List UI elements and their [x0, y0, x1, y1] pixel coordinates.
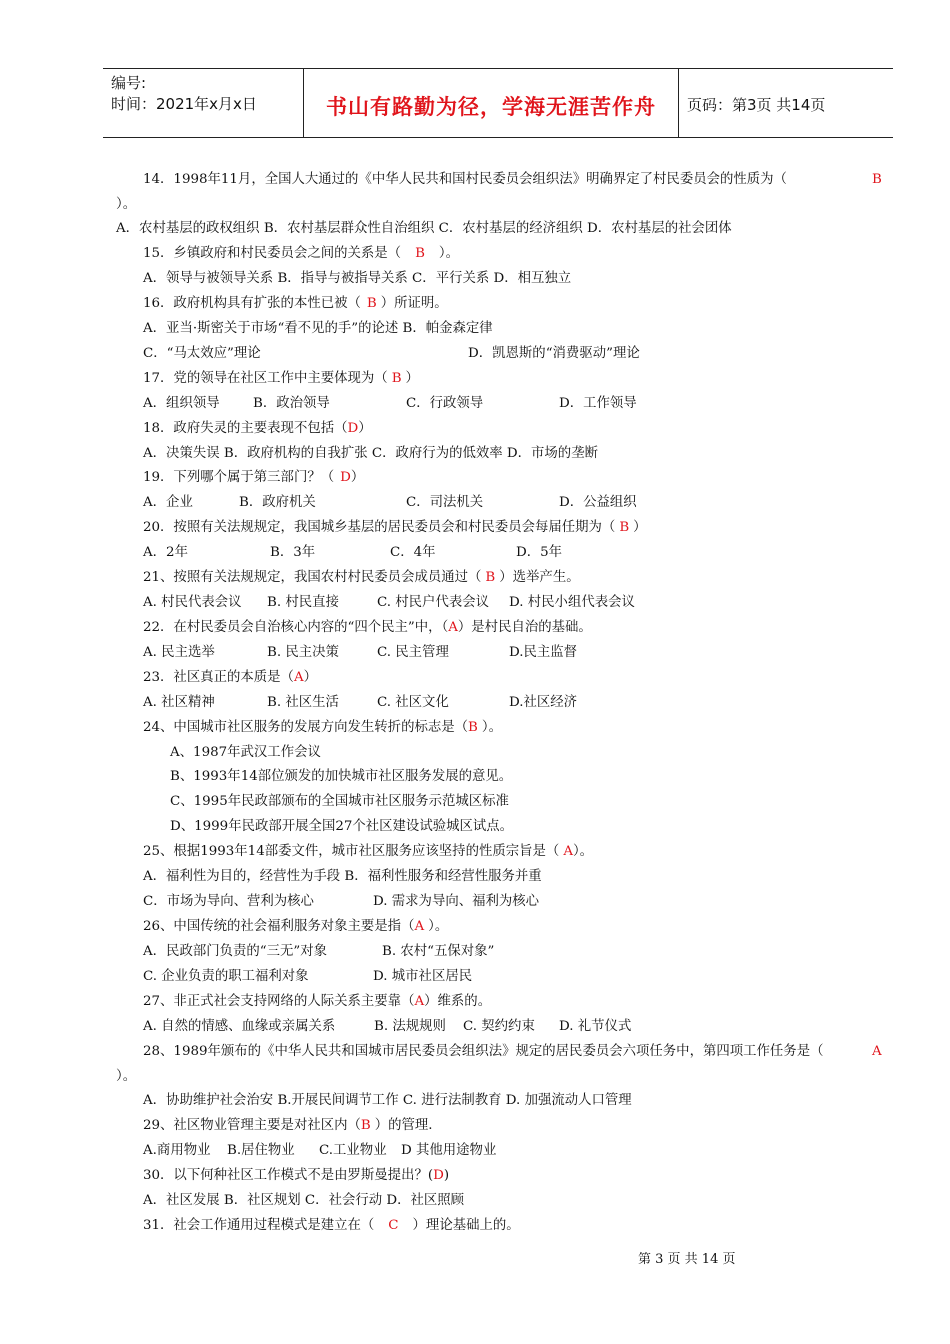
answer-21: B	[485, 570, 496, 585]
answer-23: A	[293, 670, 304, 685]
options-15: A．领导与被领导关系 B．指导与被指导关系 C．平行关系 D．相互独立	[143, 271, 572, 286]
options-24-c: C、1995年民政部颁布的全国城市社区服务示范城区标准	[170, 794, 509, 809]
answer-18: D	[347, 421, 359, 436]
options-26-d: D. 城市社区居民	[373, 969, 473, 984]
question-25: 25、根据1993年14部委文件，城市社区服务应该坚持的性质宗旨是（ A）。	[143, 844, 594, 859]
answer-28: A	[872, 1044, 882, 1059]
options-26-a: A．民政部门负责的“三无”对象	[143, 944, 328, 959]
question-31: 31．社会工作通用过程模式是建立在（ C ）理论基础上的。	[143, 1218, 520, 1233]
header-page-cell	[679, 69, 893, 137]
answer-31: C	[388, 1218, 399, 1233]
question-22: 22．在村民委员会自治核心内容的“四个民主”中，（A）是村民自治的基础。	[143, 620, 592, 635]
question-23: 23．社区真正的本质是（A）	[143, 670, 318, 685]
question-14-close: ）。	[116, 197, 137, 212]
options-25-c: C．市场为导向、营利为核心	[143, 894, 314, 909]
options-16-c: C．“马太效应”理论	[143, 346, 261, 361]
options-24-b: B、1993年14部位颁发的加快城市社区服务发展的意见。	[170, 769, 513, 784]
question-18: 18．政府失灵的主要表现不包括（D）	[143, 421, 372, 436]
answer-27: A	[414, 994, 425, 1009]
answer-30: D	[433, 1168, 444, 1183]
answer-15: B	[415, 246, 425, 261]
page-footer: 第 3 页 共 14 页	[638, 1252, 736, 1267]
answer-29: B	[360, 1118, 371, 1133]
question-20: 20．按照有关法规规定，我国城乡基层的居民委员会和村民委员会每届任期为（ B ）	[143, 520, 647, 535]
header-motto-cell	[304, 69, 679, 137]
question-27: 27、非正式社会支持网络的人际关系主要靠（A）维系的。	[143, 994, 492, 1009]
options-24-d: D、1999年民政部开展全国27个社区建设试验城区试点。	[170, 819, 514, 834]
answer-26: A	[414, 919, 425, 934]
header-info-cell	[103, 69, 304, 137]
motto-text: 书山有路勤为径，学海无涯苦作舟	[326, 95, 656, 119]
number-label: 编号:	[111, 74, 147, 92]
options-26-b: B. 农村“五保对象”	[382, 944, 495, 959]
document-header	[103, 68, 893, 138]
time-label: 时间：2021年x月x日	[111, 95, 257, 113]
answer-16: B	[366, 296, 377, 311]
answer-24: B	[468, 720, 478, 735]
question-19: 19．下列哪个属于第三部门？（ D）	[143, 470, 365, 485]
options-25-d: D. 需求为导向、福利为核心	[373, 894, 540, 909]
answer-14: B	[872, 172, 882, 187]
question-30: 30．以下何种社区工作模式不是由罗斯曼提出？(D)	[143, 1168, 450, 1183]
options-26-c: C. 企业负责的职工福利对象	[143, 969, 309, 984]
options-16-a: A．亚当·斯密关于市场“看不见的手”的论述 B．帕金森定律	[143, 321, 493, 336]
question-28-close: ）。	[116, 1069, 137, 1084]
answer-17: B	[391, 371, 402, 386]
answer-20: B	[619, 520, 630, 535]
question-24: 24、中国城市社区服务的发展方向发生转折的标志是（B ）。	[143, 720, 502, 735]
question-16: 16．政府机构具有扩张的本性已被（ B ）所证明。	[143, 296, 448, 311]
question-14: 14．1998年11月，全国人大通过的《中华人民共和国村民委员会组织法》明确界定了村民委员会的性质为（	[143, 172, 787, 187]
options-18: A．决策失误 B．政府机构的自我扩张 C．政府行为的低效率 D．市场的垄断	[143, 446, 598, 461]
options-24-a: A、1987年武汉工作会议	[170, 745, 321, 760]
answer-25: A	[563, 844, 573, 859]
answer-22: A	[448, 620, 458, 635]
question-15: 15．乡镇政府和村民委员会之间的关系是（ B ）。	[143, 246, 460, 261]
question-21: 21、按照有关法规规定，我国农村村民委员会成员通过（ B ）选举产生。	[143, 570, 580, 585]
answer-19: D	[340, 470, 351, 485]
question-29: 29、社区物业管理主要是对社区内（B ）的管理.	[143, 1118, 433, 1133]
question-26: 26、中国传统的社会福利服务对象主要是指（A ）。	[143, 919, 449, 934]
options-28: A．协助维护社会治安 B.开展民间调节工作 C. 进行法制教育 D. 加强流动人口管理	[143, 1093, 632, 1108]
question-28: 28、1989年颁布的《中华人民共和国城市居民委员会组织法》规定的居民委员会六项任务中，第四项工作任务是（	[143, 1044, 824, 1059]
options-30: A．社区发展 B．社区规划 C．社会行动 D．社区照顾	[143, 1193, 465, 1208]
options-14: A．农村基层的政权组织 B．农村基层群众性自治组织 C．农村基层的经济组织 D．农村基层的社会团体	[116, 221, 732, 236]
options-25-a: A．福利性为目的，经营性为手段 B．福利性服务和经营性服务并重	[143, 869, 542, 884]
page-label: 页码：第3页 共14页	[687, 96, 826, 114]
question-17: 17．党的领导在社区工作中主要体现为（ B ）	[143, 371, 419, 386]
options-16-d: D．凯恩斯的“消费驱动”理论	[468, 346, 640, 361]
